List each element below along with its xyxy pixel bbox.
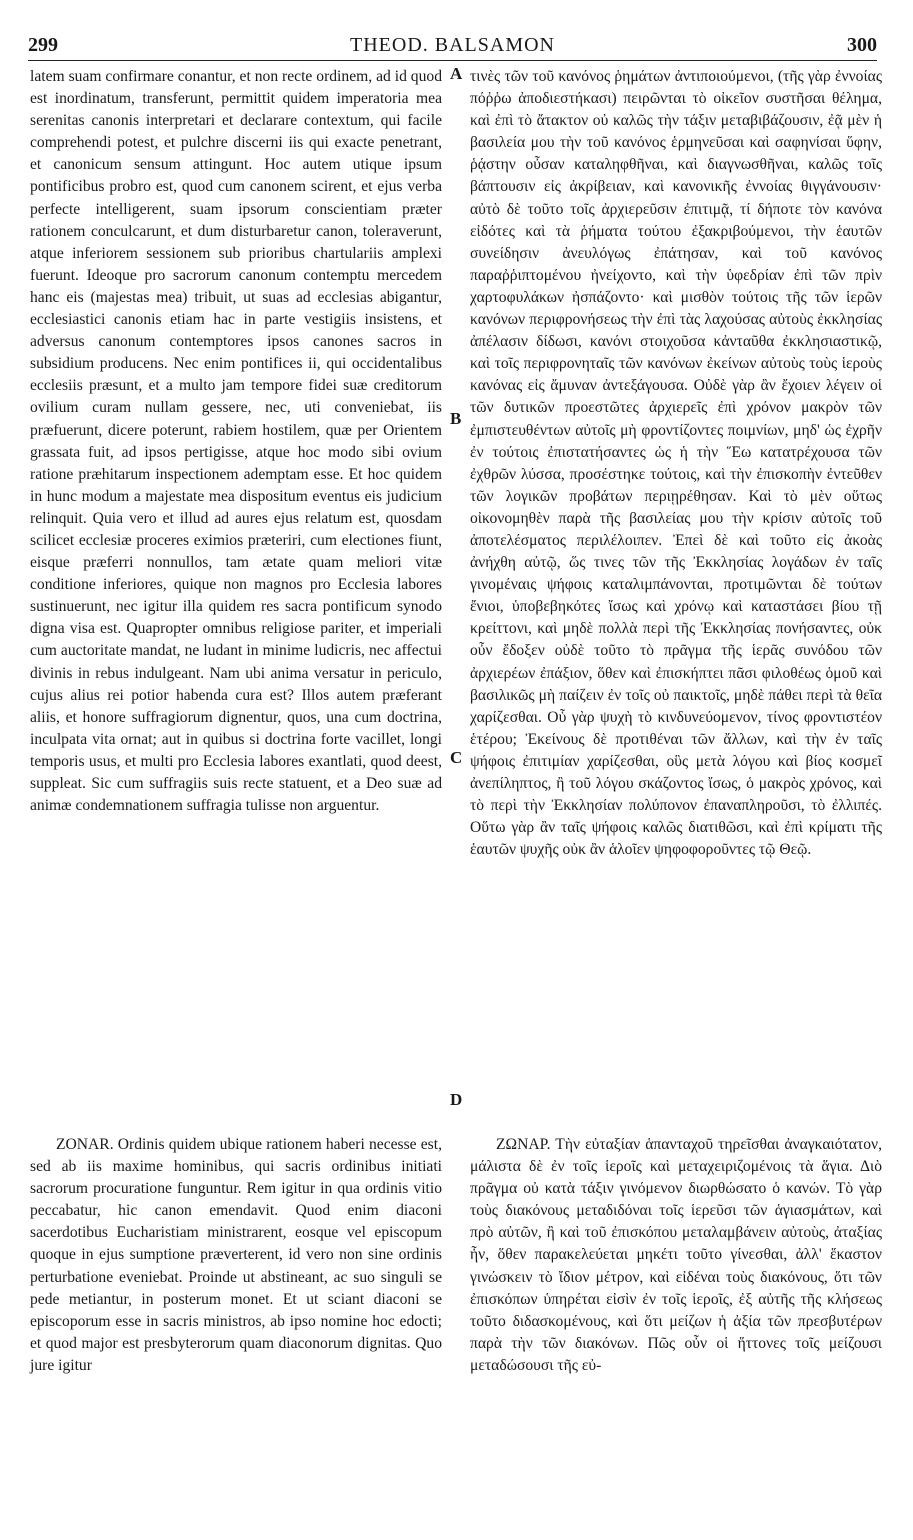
page-number-left: 299	[28, 34, 58, 56]
latin-zonaras-label: ZONAR.	[56, 1136, 114, 1153]
greek-zonaras-label: ΖΩΝΑΡ.	[496, 1136, 551, 1153]
margin-marker-b: B	[450, 409, 462, 428]
header-rule	[28, 60, 877, 61]
margin-marker-d: D	[450, 1090, 463, 1109]
page-number-right: 300	[847, 34, 877, 56]
latin-column-zonaras	[30, 1134, 442, 1377]
running-header	[28, 34, 877, 60]
greek-column-zonaras	[470, 1134, 882, 1377]
latin-zonaras-text: Ordinis quidem ubique rationem haberi necesse est, sed ab iis maxime hominibus, qui sacris ordinibus initiati sacrorum procuratione funguntur. Rem igitur in qua ordinis vitio peccabatur, hic canon emendavit. Quod enim diaconi sacerdotibus Eucharistiam ministrarent, eosque vel episcopum quoque in ejus sumptione præverterent, id vero non sine ordinis perturbatione eveniebat. Proinde ut abstineant, ac suo singuli se pede metiantur, in posterum monet. Et ut sciant diaconi se episcoporum esse in sacris ministros, ab ipso nomine hoc edocti; et quod major est presbyterorum quam diaconorum dignitas. Quo jure igitur	[30, 1136, 442, 1374]
margin-marker-c: C	[450, 748, 463, 767]
latin-zonaras-paragraph	[30, 1134, 442, 1377]
greek-main-paragraph: τινὲς τῶν τοῦ κανόνος ῥημάτων ἀντιποιούμενοι, (τῆς γὰρ ἐννοίας πόῤῥω ἀποδιεστήκασι) πειρῶνται τὸ οἰκεῖον συστῆσαι θέλημα, καὶ ἐπὶ τὸ ἄτακτον οὐ καλῶς τὴν τάξιν μεταβιβάζουσιν, ἐᾷ μὲν ἡ βασιλεία μου τὴν τοῦ κανόνος ἑρμηνεῦσαι καὶ σαφηνίσαι ὕφην, ῥᾴστην οὖσαν καταληφθῆναι, καὶ διαγνωσθῆναι, καλῶς τοῖς βάπτουσιν εἰς ἀκρίβειαν, καὶ κανονικῆς ἐννοίας θιγγάνουσιν· αὐτὸ δὲ τοῦτο τοῖς ἀρχιερεῦσιν ἐπιτιμᾷ, τί δήποτε τὸν κανόνα εἰδότες καὶ τὰ ῥήματα τούτου ἐξακριβούμενοι, τὴν ἑαυτῶν συνείδησιν ἀνευλόγως ἐπάτησαν, καὶ τοῦ κανόνος παραῤῥιπτομένου ἠνείχοντο, καὶ τὴν ὑφεδρίαν ἐπὶ τῶν πρὶν χαρτοφυλάκων ἠσπάζοντο· καὶ μισθὸν τούτοις τῆς τῶν ἱερῶν κανόνων περιφρονήσεως τὴν ἐπὶ τὰς λαχούσας αὐτοὺς ἐκκλησίας ἀπέλασιν δίδωσι, κανόνι στοιχοῦσα κἀνταῦθα ἐκκλησιαστικῷ, καὶ τοῖς περιφρονηταῖς τῶν κανόνων ἐκείνων αὐτοὺς τοὺς ἱεροὺς κανόνας εἰς ἄμυναν ἀντεξάγουσα. Οὐδὲ γὰρ ἂν ἔχοιεν λέγειν οἱ τῶν δυτικῶν προεστῶτες ἀρχιερεῖς ἐπὶ χρόνον μακρὸν τῶν ἐμπιστευθέντων αὐτοῖς μὴ φροντίζοντες ποιμνίων, μηδ' ὡς ἐχρῆν ἐν τούτοις ἐπιστατήσαντες ὡς ἡ τὴν Ἕω κατατρέχουσα τῶν ἐχθρῶν λύσσα, προσέστηκε τούτοις, καὶ τὴν ἐπισκοπὴν ἐντεῦθεν τῶν λογικῶν προβάτων περιῃρέθησαν. Καὶ τὸ μὲν οὕτως οἰκονομηθὲν παρὰ τῆς βασιλείας μου τὴν κρίσιν αὐτοῖς τοῦ ἀποτελέσματος περιλέλοιπεν. Ἐπεὶ δὲ καὶ τοῦτο εἰς ἀκοὰς ἀνήχθη αὐτῷ, ὥς τινες τῶν τῆς Ἐκκλησίας λογάδων ἐν ταῖς γινομέναις ψήφοις καταλιμπάνονται, προτιμῶνται δὲ τούτων ἔνιοι, ὑποβεβηκότες ἴσως καὶ χρόνῳ καὶ καταστάσει βίου τῇ κρείττονι, καὶ μηδὲ πολλὰ περὶ τῆς Ἐκκλησίας πονήσαντες, οὐκ οὖν ἔδοξεν οὐδὲ τοῦτο τὸ πρᾶγμα τῆς ἱερᾶς συνόδου τῶν ἀρχιερέων ἐπάξιον, ὅθεν καὶ ἐπισκήπτει πᾶσι φιλοθέως ὁμοῦ καὶ βασιλικῶς μὴ παίζειν ἐν τοῖς οὐ παικτοῖς, μηδὲ πάθει περὶ τὰ θεῖα χαρίζεσθαι. Οὗ γὰρ ψυχὴ τὸ κινδυνεύομενον, τίνος φροντιστέον ἑτέρου; Ἐκείνους δὲ προτιθέναι τῶν ἄλλων, καὶ τὴν ἐν ταῖς ψήφοις ἐπιτιμίαν χαρίζεσθαι, οὓς μετὰ λόγου καὶ βίος κοσμεῖ ἀνεπίληπτος, ἢ τοῦ λόγου σκάζοντος ἴσως, ὁ μακρὸς χρόνος, καὶ τὸ περὶ τὴν Ἐκκλησίαν πολύπονον ἐπαναπληροῦσι, τὸ ἐλλιπές. Οὕτω γὰρ ἂν ταῖς ψήφοις καλῶς διατιθῶσι, καὶ ἐπὶ κρίματι τῆς ἑαυτῶν ψυχῆς οὐκ ἂν ἁλοῖεν ψηφοφοροῦντες τῷ Θεῷ.	[470, 68, 882, 859]
greek-column-main	[470, 66, 882, 861]
latin-column-main	[30, 66, 442, 817]
margin-marker-a: A	[450, 64, 463, 83]
running-title: THEOD. BALSAMON	[350, 34, 555, 56]
greek-zonaras-text: Τὴν εὐταξίαν ἁπανταχοῦ τηρεῖσθαι ἀναγκαιότατον, μάλιστα δὲ ἐν τοῖς ἱεροῖς καὶ μεταχειριζομένοις τὰ ἅγια. Διὸ πρᾶγμα οὐ κατὰ τάξιν γινόμενον διωρθώσατο ὁ κανών. Τὸ γὰρ τοὺς διακόνους μεταδιδόναι τοῖς ἱερεῦσι τῶν ἁγιασμάτων, καὶ πρὸ αὐτῶν, ἢ καὶ τοῦ ἐπισκόπου μεταλαμβάνειν αὐτοὺς, ἀταξίας ἦν, ὅθεν παρακελεύεται μηκέτι τοῦτο γίνεσθαι, ἀλλ' ἕκαστον γινώσκειν τὸ ἴδιον μέτρον, καὶ εἰδέναι τοὺς διακόνους, ὅτι τῶν ἐπισκόπων ὑπηρέται εἰσὶν ἐν τοῖς ἱεροῖς, ἐξ αὐτῆς τῆς κλήσεως τοῦτο διδασκομένους, καὶ ὅτι μείζων ἡ ἀξία τῶν πρεσβυτέρων παρὰ τὴν τῶν διακόνων. Πῶς οὖν οἱ ἥττονες τοῖς μείζουσι μεταδώσουσι τῆς εὐ-	[470, 1136, 882, 1374]
greek-zonaras-paragraph	[470, 1134, 882, 1377]
latin-main-paragraph: latem suam confirmare conantur, et non recte ordinem, ad id quod est inordinatum, transferunt, permittit quidem imperatoria mea serenitas canonis interpretari et declarare contextum, qui facile comprehendi potest, et pulchre discerni iis qui exacte penetrant, et canonicum sensum attingunt. Hoc autem utique ipsum pontificibus probro est, quod cum canonem scirent, et ejus verba perfecte intelligerent, suam ipsorum conscientiam præter rationem conculcarunt, et dum disturbaretur canon, toleraverunt, atque inferiorem sessionem sub prioribus chartulariis amplexi fuerunt. Ideoque pro sacrorum canonum contemptu mercedem hanc eis (majestas mea) tribuit, ut suas ad ecclesias abigantur, ecclesiastici canonis etiam hac in parte vestigiis insistens, et adversus canonum contemptores ipsos canones sacros in subsidium producens. Nec enim pontifices ii, qui occidentalibus ecclesiis præsunt, et a multo jam tempore fidei suæ creditorum ovilium curam nullam gessere, nec, uti conveniebat, iis præfuerunt, dicere poterunt, rabiem hostilem, quæ per Orientem grassata fuit, ad ipsos pertigisse, atque hoc modo sibi ovium ratione præhitarum inspectionem ademptam esse. Et hoc quidem in hunc modum a majestate mea dispositum eventus eis judicium relinquit. Quia vero et illud ad aures ejus relatum est, quosdam scilicet ecclesiæ proceres eximios præteriri, cum electiones fiunt, eisque præferri nonnullos, tam ætate quam meliori vitæ conditione inferiores, quique non magnos pro Ecclesia labores sustinuerunt, nec igitur illa quidem res sacra pontificum synodo digna visa est. Quapropter omnibus religiose pariter, et imperiali cum auctoritate mandat, ne ludant in minime ludicris, nec affectui divinis in rebus indulgeant. Nam ubi anima versatur in periculo, cujus alius rei potior habenda cura est? Illos autem præferant aliis, et honore suffragiorum dignentur, quos, una cum doctrina, inculpata vita ornat; aut in quibus si doctrina forte vacillet, longi temporis usus, et multi pro Ecclesia labores exantlati, quod deest, suppleat. Sic cum suffragiis suis recte statuent, et a Deo suæ ad animæ condemnationem suffragia tulisse non arguentur.	[30, 68, 442, 815]
